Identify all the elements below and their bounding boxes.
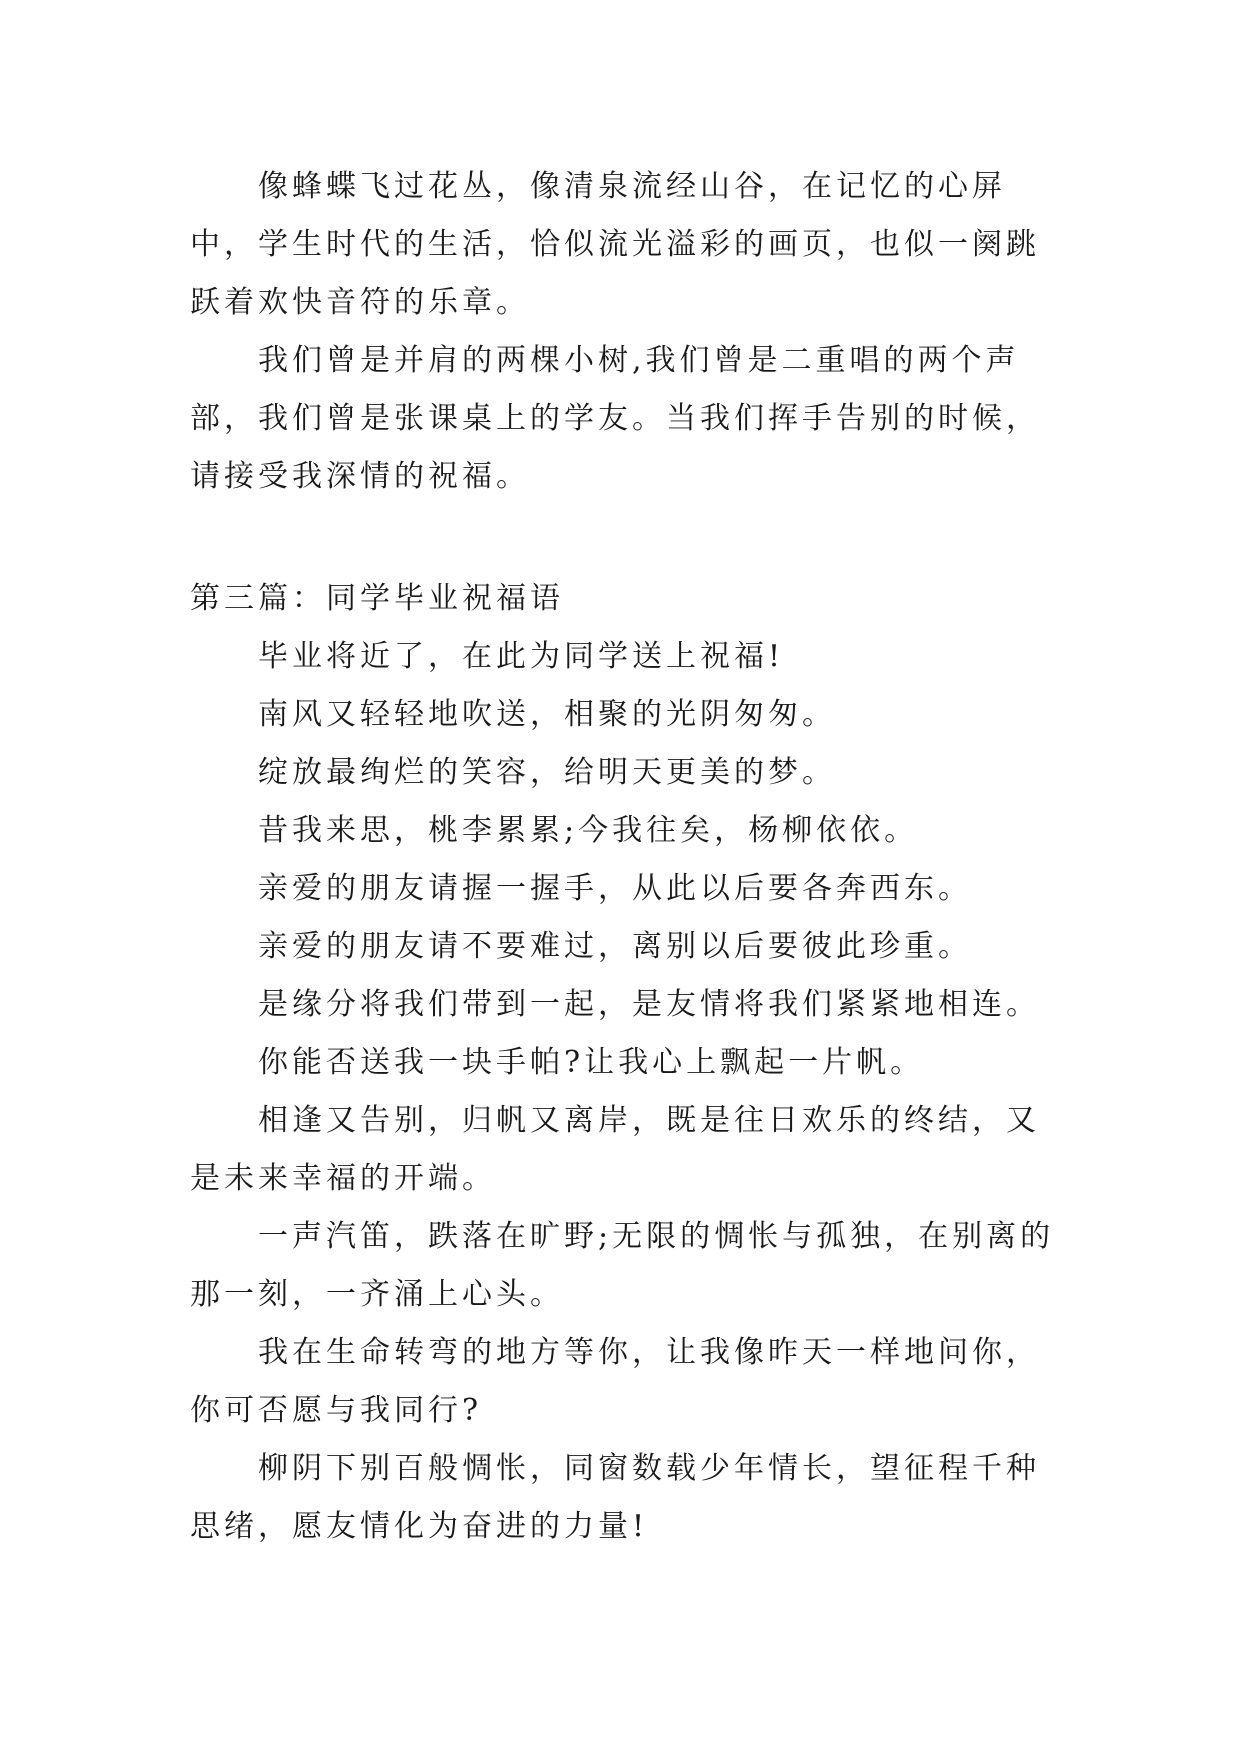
paragraph: 毕业将近了，在此为同学送上祝福! (258, 639, 785, 674)
paragraph: 是缘分将我们带到一起，是友情将我们紧紧地相连。 (258, 987, 1040, 1022)
paragraph: 昔我来思，桃李累累;今我往矣，杨柳依依。 (258, 813, 919, 848)
paragraph: 相逢又告别，归帆又离岸，既是往日欢乐的终结，又是未来幸福的开端。 (190, 1103, 1040, 1196)
paragraph: 亲爱的朋友请不要难过，离别以后要彼此珍重。 (258, 929, 972, 964)
paragraph: 柳阴下别百般惆怅，同窗数载少年情长，望征程千种思绪，愿友情化为奋进的力量! (190, 1451, 1040, 1544)
section-one (190, 158, 1070, 506)
section-two (190, 570, 1070, 1556)
paragraph: 亲爱的朋友请握一握手，从此以后要各奔西东。 (258, 871, 972, 906)
paragraph: 一声汽笛，跌落在旷野;无限的惆怅与孤独，在别离的那一刻，一齐涌上心头。 (190, 1219, 1055, 1312)
section-heading: 第三篇：同学毕业祝福语 (190, 581, 564, 616)
paragraph: 我在生命转弯的地方等你，让我像昨天一样地问你，你可否愿与我同行? (190, 1335, 1040, 1428)
paragraph: 像蜂蝶飞过花丛，像清泉流经山谷，在记忆的心屏中，学生时代的生活，恰似流光溢彩的画页，也似一阕跳跃着欢快音符的乐章。 (190, 169, 1040, 320)
paragraph: 绽放最绚烂的笑容，给明天更美的梦。 (258, 755, 836, 790)
paragraph: 我们曾是并肩的两棵小树,我们曾是二重唱的两个声部，我们曾是张课桌上的学友。当我们挥手告别的时候，请接受我深情的祝福。 (190, 343, 1040, 494)
paragraph: 南风又轻轻地吹送，相聚的光阴匆匆。 (258, 697, 836, 732)
paragraph: 你能否送我一块手帕?让我心上飘起一片帆。 (258, 1045, 925, 1080)
